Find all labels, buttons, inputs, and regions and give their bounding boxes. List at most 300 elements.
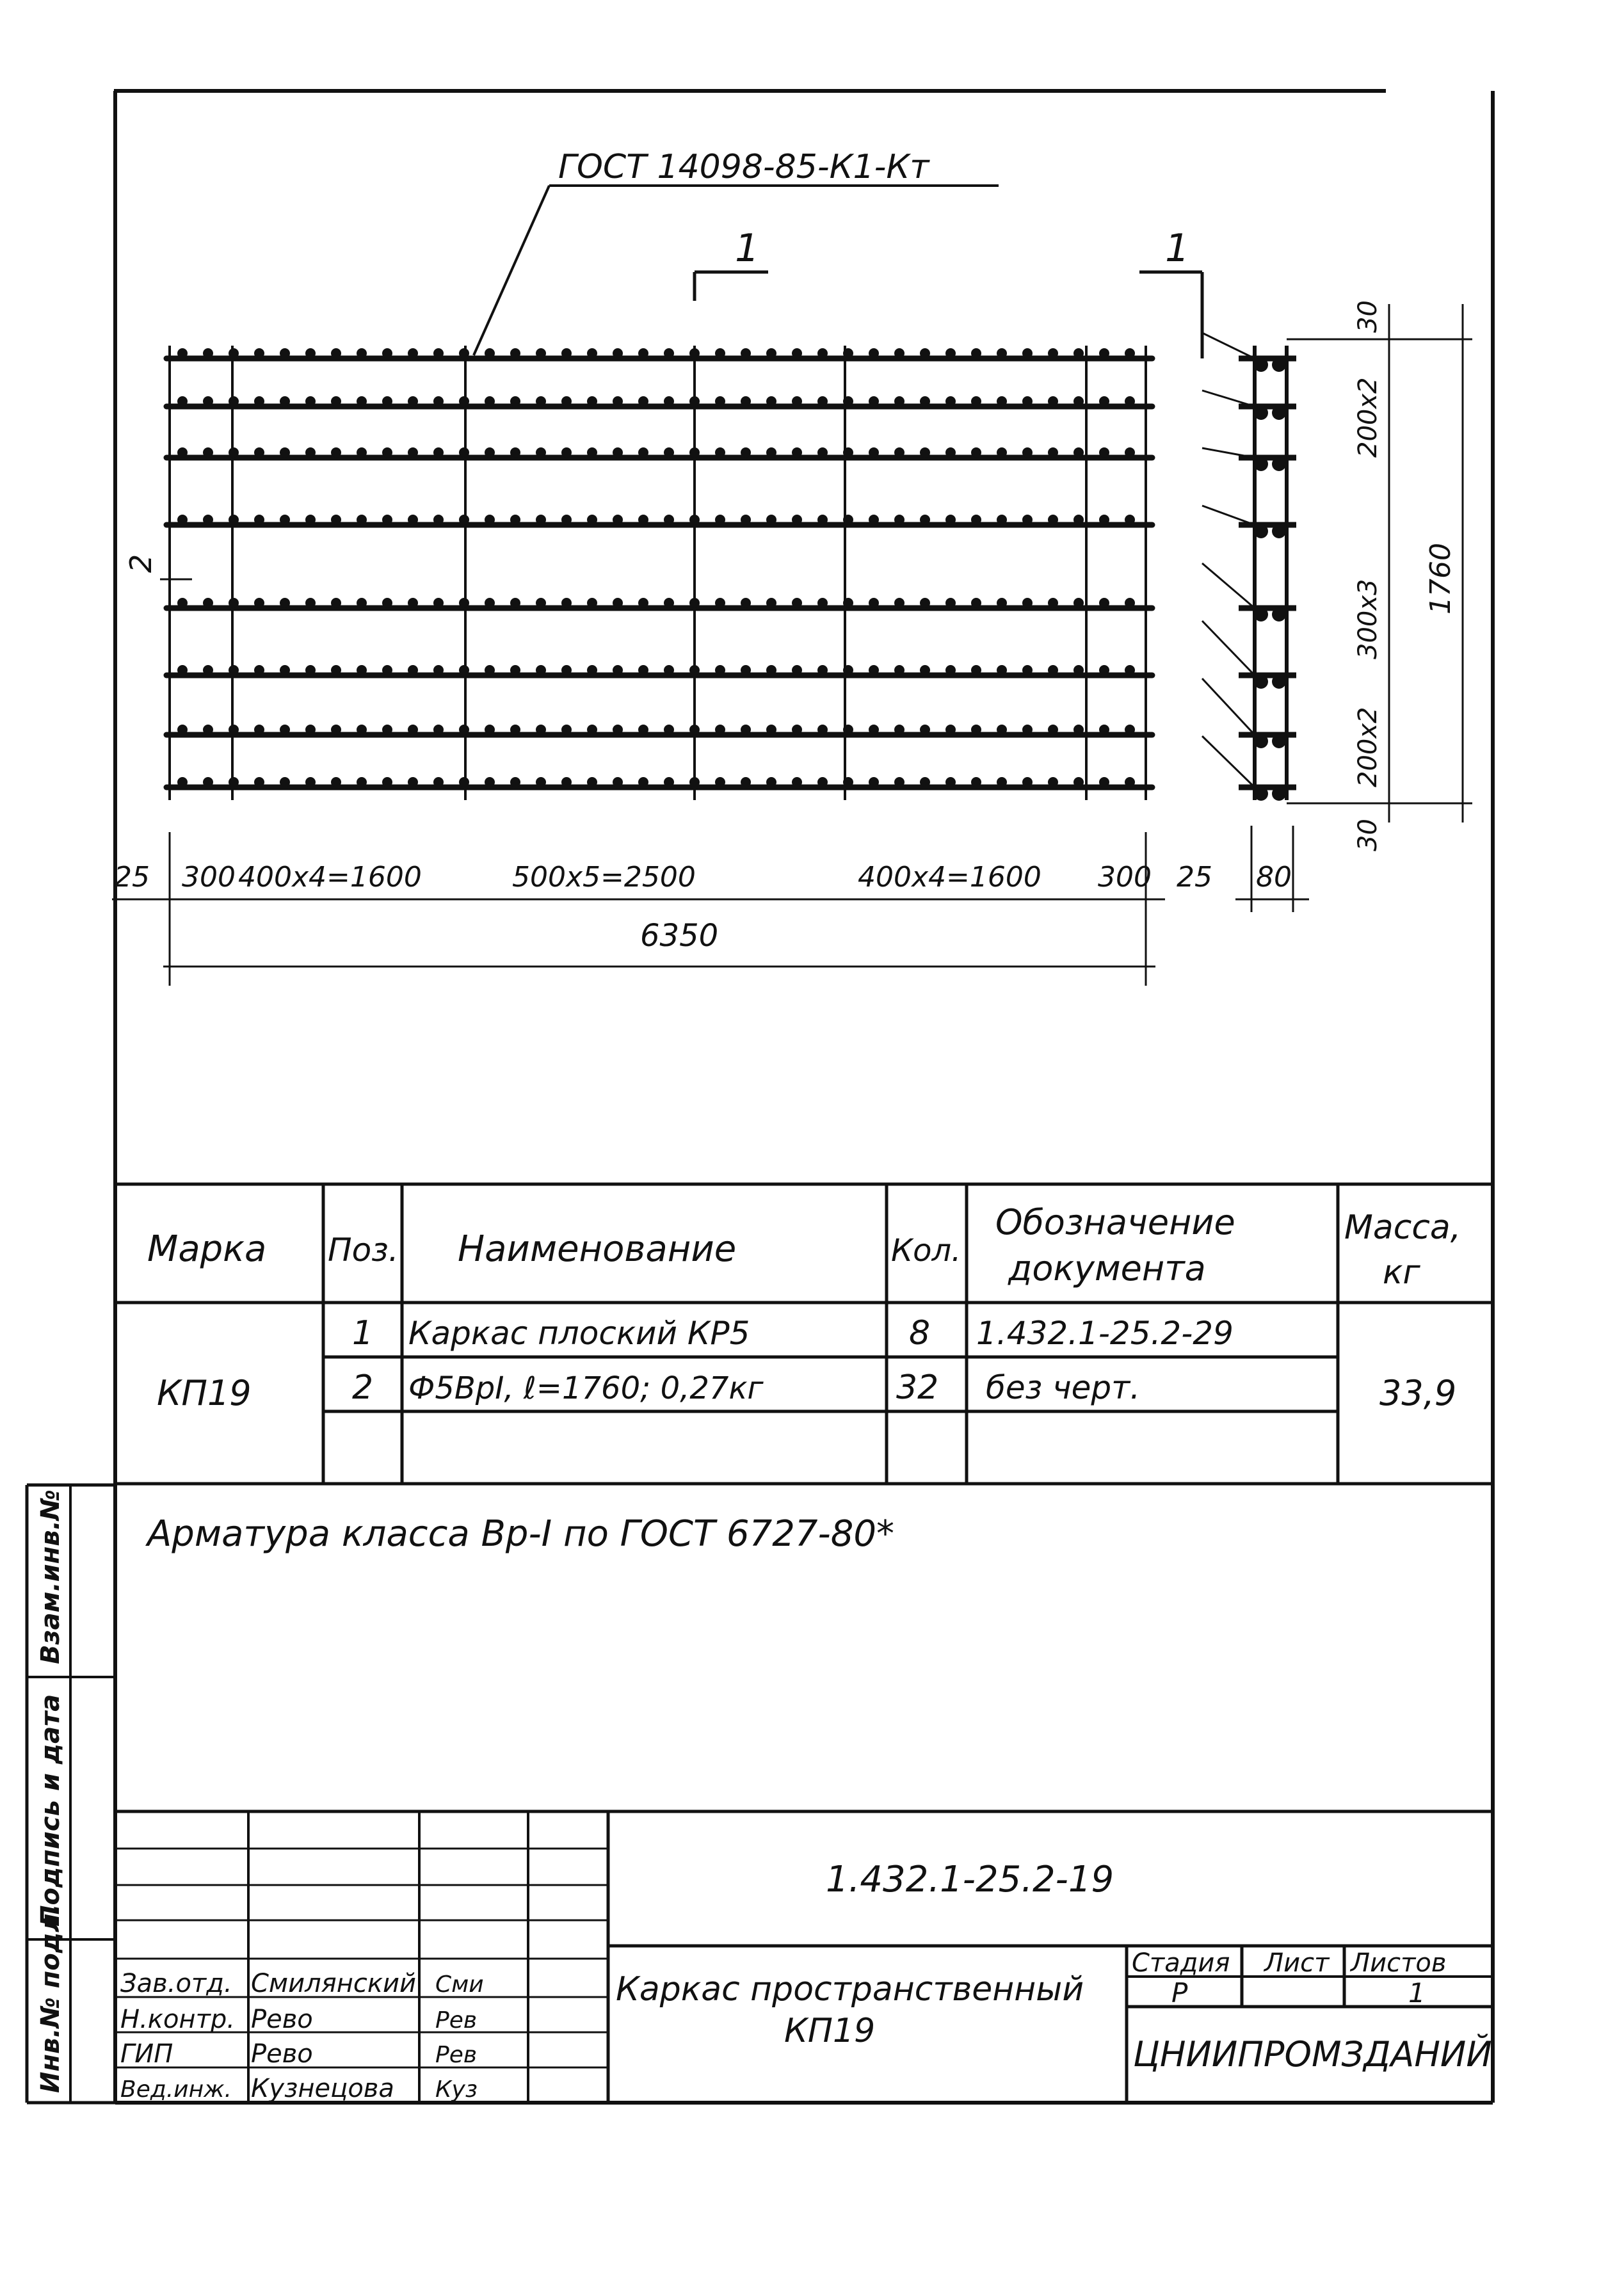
transverse-bar-dot [561,725,572,735]
transverse-bar-dot [664,515,674,525]
transverse-bar-dot [638,598,648,608]
transverse-bar-dot [408,665,418,675]
transverse-bar-dot [817,515,828,525]
cage-section [1202,333,1296,801]
transverse-bar-dot [997,396,1007,406]
transverse-bar-dot [1073,348,1084,358]
transverse-bar-dot [1125,396,1135,406]
transverse-bar-dot [331,598,341,608]
section-bar-dot [1272,734,1286,748]
transverse-bar-dot [894,665,904,675]
transverse-bar-dot [638,396,648,406]
transverse-bar-dot [177,777,188,787]
transverse-bar-dot [1099,598,1109,608]
person-1-signature: Сми [435,1971,484,1998]
transverse-bar-dot [817,598,828,608]
stage-label: Стадия [1132,1948,1230,1978]
section-bar-dot [1254,406,1268,420]
transverse-bar-dot [664,598,674,608]
transverse-bar-dot [459,348,469,358]
transverse-bar-dot [254,598,264,608]
transverse-bar-dot [280,665,290,675]
transverse-bar-dot [305,396,316,406]
spec-row-1-qty: 8 [909,1314,931,1352]
section-bar-dot [1272,406,1286,420]
transverse-bar-dot [229,515,239,525]
transverse-bar-dot [510,725,520,735]
transverse-bar-dot [357,665,367,675]
transverse-bar-dot [997,725,1007,735]
section-bar-dot [1254,607,1268,622]
transverse-bar-dot [536,515,546,525]
transverse-bar-dot [305,725,316,735]
transverse-bar-dot [971,396,981,406]
transverse-bar-dot [792,725,802,735]
document-code: 1.432.1-25.2-19 [826,1859,1114,1900]
section-bar-dot [1254,524,1268,538]
transverse-bar-dot [510,777,520,787]
transverse-bar-dot [536,447,546,458]
transverse-bar-dot [357,598,367,608]
transverse-bar-dot [280,515,290,525]
transverse-bar-dot [203,348,213,358]
transverse-bar-dot [203,598,213,608]
transverse-bar-dot [997,598,1007,608]
transverse-bar-dot [613,515,623,525]
transverse-bar-dot [1073,777,1084,787]
transverse-bar-dot [1125,447,1135,458]
transverse-bar-dot [843,725,853,735]
transverse-bar-dot [817,665,828,675]
transverse-bar-dot [843,348,853,358]
section-bar-dot [1272,607,1286,622]
transverse-bar-dot [1125,725,1135,735]
dim-total-length: 6350 [640,918,719,954]
position-label: 2 [124,554,158,573]
section-mark-left-label: 1 [735,226,760,271]
transverse-bar-dot [459,725,469,735]
person-1-role: Зав.отд. [120,1969,232,1998]
transverse-bar-dot [459,777,469,787]
transverse-bar-dot [229,665,239,675]
transverse-bar-dot [766,447,776,458]
transverse-bar-dot [587,348,597,358]
transverse-bar-dot [843,777,853,787]
transverse-bar-dot [817,348,828,358]
transverse-bar-dot [485,598,495,608]
transverse-bar-dot [1125,598,1135,608]
transverse-bar-dot [792,598,802,608]
transverse-bar-dot [817,447,828,458]
sheets-label: Листов [1351,1948,1447,1978]
transverse-bar-dot [920,725,930,735]
transverse-bar-dot [357,396,367,406]
transverse-bar-dot [203,447,213,458]
transverse-bar-dot [331,725,341,735]
transverse-bar-dot [510,665,520,675]
transverse-bar-dot [485,777,495,787]
section-mark-right [1139,272,1202,358]
transverse-bar-dot [485,665,495,675]
spec-header-mass-line2: кг [1383,1253,1420,1292]
person-2-name: Рево [251,2005,313,2034]
dim-side-bottom-span: 200х2 [1353,707,1383,787]
drawing-title-line2: КП19 [784,2012,876,2050]
transverse-bar-dot [997,515,1007,525]
transverse-bar-dot [894,348,904,358]
dim-side-middle-span: 300х3 [1353,579,1383,659]
dim-side-bottom-cover: 30 [1353,819,1383,851]
transverse-bar-dot [382,348,392,358]
spec-header-doc-line1: Обозначение [995,1202,1235,1242]
transverse-bar-dot [459,447,469,458]
transverse-bar-dot [280,348,290,358]
sheet-label: Лист [1264,1948,1330,1978]
transverse-bar-dot [280,447,290,458]
dim-span-left: 400х4=1600 [238,861,422,894]
person-3-role: ГИП [120,2039,173,2069]
spec-row-1-doc: 1.432.1-25.2-29 [976,1315,1234,1352]
transverse-bar-dot [357,725,367,735]
transverse-bar-dot [843,515,853,525]
transverse-bar-dot [536,348,546,358]
transverse-bar-dot [1022,598,1033,608]
transverse-bar-dot [1022,777,1033,787]
transverse-bar-dot [1099,447,1109,458]
transverse-bar-dot [664,665,674,675]
transverse-bar-dot [510,348,520,358]
transverse-bar-dot [485,396,495,406]
transverse-bar-dot [945,515,956,525]
transverse-bar-dot [203,515,213,525]
transverse-bar-dot [1048,447,1058,458]
transverse-bar-dot [1099,348,1109,358]
section-bar-dot [1272,675,1286,689]
transverse-bar-dot [254,348,264,358]
stage-value: Р [1171,1977,1188,2009]
transverse-bar-dot [689,348,700,358]
transverse-bar-dot [459,515,469,525]
transverse-bar-dot [1048,396,1058,406]
transverse-bar-dot [382,598,392,608]
section-bar-dot [1254,734,1268,748]
transverse-bar-dot [689,598,700,608]
transverse-bar-dot [459,598,469,608]
transverse-bar-dot [869,598,879,608]
transverse-bar-dot [177,396,188,406]
person-4-name: Кузнецова [251,2074,394,2103]
spec-header-mass-line1: Масса, [1344,1208,1461,1247]
transverse-bar-dot [869,665,879,675]
transverse-bar-dot [715,598,725,608]
transverse-bar-dot [613,665,623,675]
transverse-bar-dot [766,665,776,675]
spec-header-qty: Кол. [891,1233,961,1269]
transverse-bar-dot [1125,515,1135,525]
transverse-bar-dot [485,348,495,358]
transverse-bar-dot [920,396,930,406]
transverse-bar-dot [1099,396,1109,406]
transverse-bar-dot [459,396,469,406]
transverse-bar-dot [689,447,700,458]
transverse-bar-dot [971,515,981,525]
transverse-bar-dot [843,447,853,458]
section-bar-dot [1254,787,1268,801]
transverse-bar-dot [203,777,213,787]
transverse-bar-dot [715,777,725,787]
transverse-bar-dot [920,777,930,787]
transverse-bar-dot [817,396,828,406]
section-leader [1202,333,1255,358]
transverse-bar-dot [945,777,956,787]
transverse-bar-dot [485,447,495,458]
side-label-replacement: Взам.инв.№ [36,1489,65,1664]
spec-row-2-doc: без черт. [986,1369,1141,1406]
transverse-bar-dot [741,348,751,358]
transverse-bar-dot [894,777,904,787]
transverse-bar-dot [254,447,264,458]
transverse-bar-dot [1073,725,1084,735]
transverse-bar-dot [254,515,264,525]
transverse-bar-dot [971,348,981,358]
transverse-bar-dot [408,348,418,358]
transverse-bar-dot [1022,725,1033,735]
transverse-bar-dot [357,348,367,358]
transverse-bar-dot [280,396,290,406]
transverse-bar-dot [408,515,418,525]
transverse-bar-dot [997,447,1007,458]
transverse-bar-dot [792,515,802,525]
transverse-bar-dot [305,515,316,525]
bottom-dimensions [112,826,1309,986]
transverse-bar-dot [433,777,444,787]
transverse-bar-dot [331,348,341,358]
transverse-bar-dot [536,598,546,608]
transverse-bar-dot [459,665,469,675]
section-bar-dot [1272,787,1286,801]
transverse-bar-dot [971,725,981,735]
transverse-bar-dot [1073,515,1084,525]
transverse-bar-dot [229,396,239,406]
transverse-bar-dot [587,665,597,675]
drawing-title-line1: Каркас пространственный [616,1970,1084,2009]
transverse-bar-dot [1073,665,1084,675]
transverse-bar-dot [894,725,904,735]
transverse-bar-dot [792,396,802,406]
transverse-bar-dot [843,665,853,675]
transverse-bar-dot [869,515,879,525]
transverse-bar-dot [689,777,700,787]
spec-row-2-qty: 32 [896,1368,939,1407]
transverse-bar-dot [382,665,392,675]
transverse-bar-dot [382,777,392,787]
transverse-bar-dot [766,396,776,406]
spec-table-grid [115,1184,1493,1484]
transverse-bar-dot [894,396,904,406]
transverse-bar-dot [715,396,725,406]
transverse-bar-dot [715,725,725,735]
transverse-bar-dot [689,515,700,525]
transverse-bar-dot [613,396,623,406]
section-leader [1202,563,1255,608]
transverse-bar-dot [792,665,802,675]
dim-section-width: 80 [1256,861,1292,894]
transverse-bar-dot [715,447,725,458]
spec-row-1-pos: 1 [352,1314,374,1352]
dim-end-left: 25 [114,861,150,894]
spec-mark-value: КП19 [157,1373,252,1413]
transverse-bar-dot [894,447,904,458]
transverse-bar-dot [331,396,341,406]
transverse-bar-dot [177,725,188,735]
transverse-bar-dot [613,598,623,608]
dim-side-top-cover: 30 [1353,300,1383,333]
transverse-bar-dot [638,348,648,358]
person-1-name: Смилянский [251,1969,417,1998]
side-label-signature-date: Подпись и дата [36,1694,65,1927]
transverse-bar-dot [792,348,802,358]
person-3-name: Рево [251,2039,313,2069]
transverse-bar-dot [485,725,495,735]
section-leader [1202,448,1255,458]
transverse-bar-dot [664,348,674,358]
transverse-bar-dot [869,396,879,406]
transverse-bar-dot [741,665,751,675]
transverse-bar-dot [280,725,290,735]
dim-end-right: 25 [1177,861,1212,894]
transverse-bar-dot [664,725,674,735]
dim-side-top-span: 200х2 [1353,377,1383,458]
transverse-bar-dot [638,515,648,525]
transverse-bar-dot [971,598,981,608]
transverse-bar-dot [536,777,546,787]
transverse-bar-dot [510,598,520,608]
transverse-bar-dot [433,515,444,525]
section-bar-dot [1254,457,1268,471]
transverse-bar-dot [1048,665,1058,675]
transverse-bar-dot [792,777,802,787]
transverse-bar-dot [177,598,188,608]
transverse-bar-dot [433,396,444,406]
transverse-bar-dot [408,725,418,735]
transverse-bar-dot [331,665,341,675]
transverse-bar-dot [1048,598,1058,608]
transverse-bar-dot [382,515,392,525]
transverse-bar-dot [331,447,341,458]
transverse-bar-dot [561,665,572,675]
transverse-bar-dot [382,447,392,458]
transverse-bar-dot [203,665,213,675]
transverse-bar-dot [843,598,853,608]
transverse-bar-dot [869,348,879,358]
transverse-bar-dot [664,447,674,458]
transverse-bar-dot [638,447,648,458]
section-leader [1202,390,1255,406]
transverse-bar-dot [894,598,904,608]
transverse-bar-dot [305,598,316,608]
transverse-bar-dot [280,598,290,608]
transverse-bar-dot [510,515,520,525]
transverse-bar-dot [971,447,981,458]
transverse-bar-dot [766,348,776,358]
reinforcement-note: Арматура класса Вр-I по ГОСТ 6727-80* [147,1513,895,1555]
person-4-role: Вед.инж. [120,2076,232,2103]
spec-header-mark: Марка [147,1228,267,1270]
transverse-bar-dot [664,777,674,787]
transverse-bar-dot [536,396,546,406]
transverse-bar-dot [1099,725,1109,735]
person-3-signature: Рев [435,2042,478,2068]
section-bar-dot [1272,457,1286,471]
transverse-bar-dot [715,665,725,675]
transverse-bar-dot [433,598,444,608]
spec-header-doc-line2: документа [1008,1248,1206,1288]
transverse-bar-dot [1022,396,1033,406]
transverse-bar-dot [869,447,879,458]
transverse-bar-dot [997,665,1007,675]
dim-span-right: 400х4=1600 [858,861,1041,894]
transverse-bar-dot [1048,515,1058,525]
transverse-bar-dot [1022,665,1033,675]
transverse-bar-dot [433,725,444,735]
transverse-bar-dot [1048,777,1058,787]
transverse-bar-dot [894,515,904,525]
transverse-bar-dot [869,725,879,735]
sheets-value: 1 [1408,1977,1426,2009]
dim-edge-left: 300 [182,861,236,894]
transverse-bar-dot [1022,447,1033,458]
spec-row-1-name: Каркас плоский КР5 [408,1315,750,1352]
transverse-bar-dot [817,777,828,787]
transverse-bar-dot [561,598,572,608]
transverse-bar-dot [433,447,444,458]
transverse-bar-dot [433,348,444,358]
spec-row-2-pos: 2 [352,1368,374,1407]
transverse-bar-dot [689,396,700,406]
transverse-bar-dot [613,725,623,735]
transverse-bar-dot [1125,665,1135,675]
transverse-bar-dot [587,447,597,458]
transverse-bar-dot [741,598,751,608]
transverse-bar-dot [305,665,316,675]
dim-span-middle: 500х5=2500 [512,861,696,894]
transverse-bar-dot [715,515,725,525]
transverse-bar-dot [689,665,700,675]
person-4-signature: Куз [435,2076,478,2103]
section-bar-dot [1254,675,1268,689]
transverse-bar-dot [254,396,264,406]
transverse-bar-dot [485,515,495,525]
transverse-bar-dot [229,348,239,358]
transverse-bar-dot [741,725,751,735]
transverse-bar-dot [408,598,418,608]
transverse-bar-dot [229,725,239,735]
transverse-bar-dot [177,348,188,358]
transverse-bar-dot [357,777,367,787]
transverse-bar-dot [561,515,572,525]
sheet-frame [27,91,1493,2103]
transverse-bar-dot [331,515,341,525]
transverse-bar-dot [920,515,930,525]
transverse-bar-dot [766,725,776,735]
spec-mass-value: 33,9 [1379,1373,1457,1413]
transverse-bar-dot [1125,777,1135,787]
leader-label: ГОСТ 14098-85-К1-Кт [558,148,929,186]
transverse-bar-dot [382,396,392,406]
transverse-bar-dot [1125,348,1135,358]
dim-height: 1760 [1424,543,1457,614]
transverse-bar-dot [920,447,930,458]
